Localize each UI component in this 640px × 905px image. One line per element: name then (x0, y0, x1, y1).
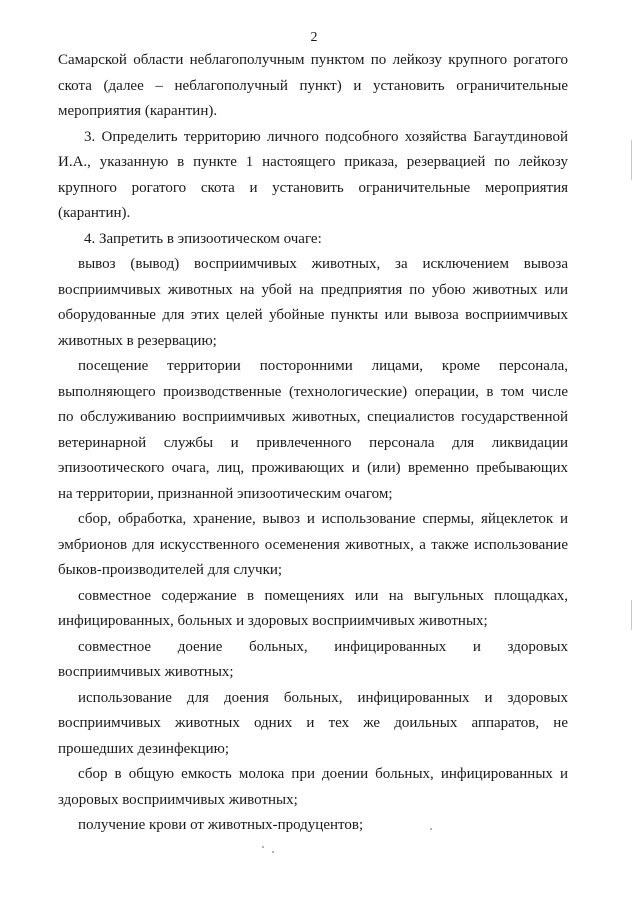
scan-margin-mark (631, 600, 632, 630)
text-line: выполняющего производственные (технологические) операции, в том числе (58, 383, 568, 400)
text-line: Самарской области неблагополучным пунктом по лейкозу крупного рогатого (58, 52, 568, 68)
text-line: скота (далее – неблагополучный пункт) и установить ограничительные (58, 77, 568, 94)
scan-margin-mark (631, 140, 632, 180)
paragraph-prohibition (58, 813, 568, 839)
paragraph-prohibition (58, 635, 568, 686)
text-line: получение крови от животных-продуцентов; (78, 817, 364, 833)
text-line: оборудованные для этих целей убойные пункты или вывоза восприимчивых (58, 307, 568, 323)
paragraph-prohibition (58, 354, 568, 507)
text-line: прошедших дезинфекцию; (58, 740, 230, 757)
paragraph-prohibition (58, 507, 568, 584)
text-line: инфицированных, больных и здоровых восприимчивых животных; (58, 613, 488, 629)
paragraph-prohibition (58, 252, 568, 354)
text-line: сбор, обработка, хранение, вывоз и использование спермы, яйцеклеток и (78, 511, 568, 527)
text-line: восприимчивых животных на убой на предприятия по убою животных или (58, 281, 568, 298)
text-line: 4. Запретить в эпизоотическом очаге: (84, 230, 322, 247)
text-line: вывоз (вывод) восприимчивых животных, за исключением вывоза (78, 256, 568, 272)
text-line: 3. Определить территорию личного подсобного хозяйства Багаутдиновой (84, 128, 568, 145)
paragraph-prohibition (58, 584, 568, 635)
text-line: быков-производителей для случки; (58, 562, 283, 578)
paragraph-continuation (58, 48, 568, 125)
page-number: 2 (310, 30, 318, 45)
text-line: мероприятия (карантин). (58, 103, 218, 119)
scan-speck (272, 851, 274, 853)
text-line: эмбрионов для искусственного осеменения животных, а также использование (58, 536, 568, 553)
text-line: сбор в общую емкость молока при доении больных, инфицированных и (78, 766, 568, 782)
text-line: восприимчивых животных; (58, 664, 234, 680)
text-line: И.А., указанную в пункте 1 настоящего приказа, резервацией по лейкозу (58, 154, 568, 170)
paragraph-item-4 (58, 227, 568, 253)
text-line: восприимчивых животных одних и тех же доильных аппаратов, не (58, 715, 568, 731)
scan-speck (262, 846, 264, 848)
text-line: эпизоотического очага, лиц, проживающих и (или) временно пребывающих (58, 460, 568, 476)
text-line: совместное доение больных, инфицированных и здоровых (78, 638, 568, 655)
scan-speck (430, 828, 432, 830)
text-line: на территории, признанной эпизоотическим очагом; (58, 485, 393, 502)
text-line: совместное содержание в помещениях или на выгульных площадках, (78, 587, 568, 604)
text-line: животных в резервацию; (58, 332, 217, 349)
text-line: крупного рогатого скота и установить ограничительные мероприятия (58, 179, 568, 196)
paragraph-prohibition (58, 762, 568, 813)
text-line: ветеринарной службы и привлеченного персонала для ликвидации (58, 434, 568, 451)
paragraph-prohibition (58, 686, 568, 763)
text-line: использование для доения больных, инфицированных и здоровых (78, 689, 568, 706)
document-body (58, 48, 568, 839)
paragraph-item-3 (58, 125, 568, 227)
text-line: (карантин). (58, 205, 131, 221)
text-line: по обслуживанию восприимчивых животных, специалистов государственной (58, 409, 568, 425)
text-line: посещение территории посторонними лицами, кроме персонала, (78, 358, 568, 374)
text-line: здоровых восприимчивых животных; (58, 791, 298, 808)
